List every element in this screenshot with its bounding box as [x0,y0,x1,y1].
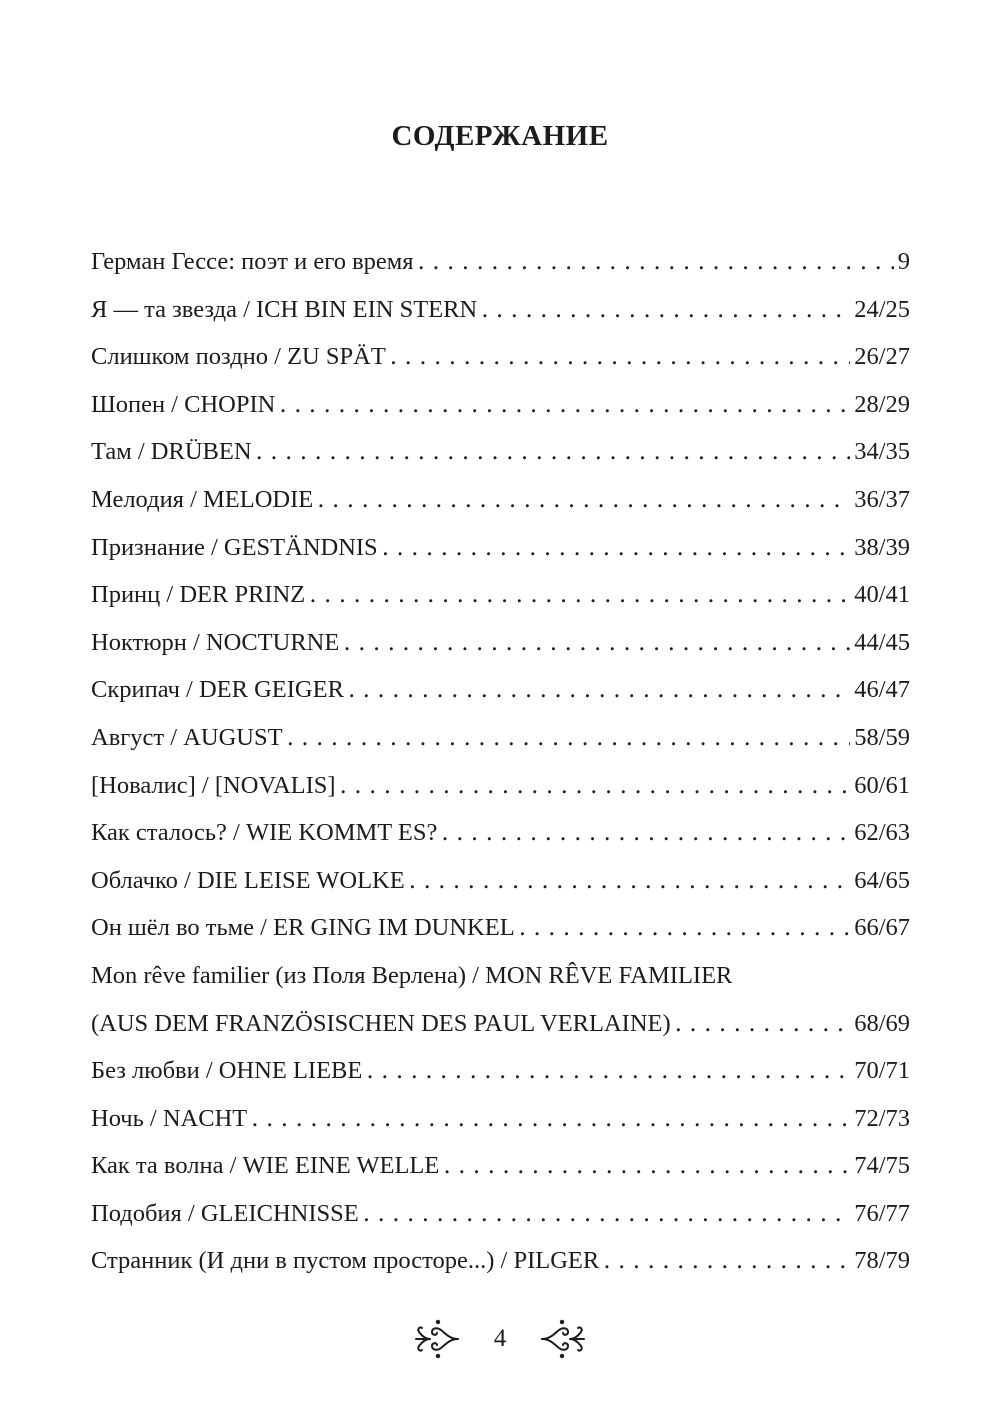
toc-entry-row [91,625,910,661]
toc-entry-row [91,1148,910,1184]
toc-entry-row [91,387,910,423]
toc-entry-title: Странник (И дни в пустом просторе...) / PILGER [91,1247,600,1275]
toc-entry [91,387,910,435]
page-title: СОДЕРЖАНИЕ [391,120,609,152]
toc-entry [91,1148,910,1196]
toc-entry-row [91,958,910,994]
toc-entry-title: Подобия / GLEICHNISSE [91,1199,359,1227]
toc-entry-page: 68/69 [854,1009,910,1037]
toc-entry-page: 34/35 [854,438,910,466]
toc-entry-row [91,244,910,280]
toc-entry-title: Признание / GESTÄNDNIS [91,533,378,561]
toc-entry-page: 38/39 [854,533,910,561]
toc-entry-row [91,1006,910,1042]
toc-dot-leader [390,339,850,375]
toc-entry-title: Ночь / NACHT [91,1104,248,1132]
toc-dot-leader [675,1006,851,1042]
toc-entry-title: Скрипач / DER GEIGER [91,676,344,704]
toc-entry-page: 26/27 [854,343,910,371]
flourish-right-icon [540,1318,586,1360]
toc-entry [91,530,910,578]
toc-dot-leader [443,1148,850,1184]
toc-entry-row [91,530,910,566]
toc-entry [91,1196,910,1244]
toc-entry [91,434,910,482]
toc-entry-row [91,768,910,804]
toc-entry [91,910,910,958]
toc-entry-row [91,672,910,708]
toc-entry [91,672,910,720]
toc-entry-page: 72/73 [854,1104,910,1132]
toc-entry-title: Как сталось? / WIE KOMMT ES? [91,819,438,847]
toc-entry [91,292,910,340]
toc-entry-title: Ноктюрн / NOCTURNE [91,628,340,656]
toc-dot-leader [603,1243,850,1279]
toc-entry-title: Принц / DER PRINZ [91,581,306,609]
toc-entry-title: [Новалис] / [NOVALIS] [91,771,336,799]
toc-entry-page: 58/59 [854,723,910,751]
toc-dot-leader [382,530,851,566]
toc-dot-leader [251,1101,850,1137]
toc-dot-leader [418,244,894,280]
toc-entry-title: Мелодия / MELODIE [91,485,314,513]
toc-entry-title: (AUS DEM FRANZÖSISCHEN DES PAUL VERLAINE) [91,1009,671,1037]
toc-entry-page: 24/25 [854,295,910,323]
toc-dot-leader [519,910,851,946]
toc-dot-leader [481,292,850,328]
toc-dot-leader [409,863,850,899]
toc-entry-page: 74/75 [854,1152,910,1180]
toc-entry-title: Август / AUGUST [91,723,283,751]
toc-entry-title: Как та волна / WIE EINE WELLE [91,1152,440,1180]
toc-entry-page: 36/37 [854,485,910,513]
toc-entry-title: Mon rêve familier (из Поля Верлена) / MON RÊVE FAMILIER [91,961,733,989]
toc-entry [91,720,910,768]
toc-entry-row [91,292,910,328]
toc-dot-leader [366,1053,850,1089]
flourish-left-icon [414,1318,460,1360]
toc-entry [91,768,910,816]
toc-entry-row [91,1196,910,1232]
toc-entry [91,625,910,673]
toc-dot-leader [287,720,851,756]
toc-entry-row [91,863,910,899]
toc-entry-title: Облачко / DIE LEISE WOLKE [91,866,405,894]
toc-entry-title: Герман Гессе: поэт и его время [91,248,414,275]
toc-entry-page: 28/29 [854,390,910,418]
toc-dot-leader [348,672,850,708]
toc-entry [91,1053,910,1101]
toc-entry-row [91,339,910,375]
page-number: 4 [493,1325,507,1352]
toc-entry-page: 60/61 [854,771,910,799]
toc-entry-title: Шопен / CHOPIN [91,390,276,418]
toc-dot-leader [279,387,850,423]
toc-entry-row [91,815,910,851]
toc-dot-leader [317,482,850,518]
toc-entry-row [91,1243,910,1279]
toc-dot-leader [256,434,851,470]
toc-entry-page: 78/79 [854,1247,910,1275]
toc-entry-title: Я — та звезда / ICH BIN EIN STERN [91,295,478,323]
toc-entry [91,482,910,530]
toc-dot-leader [363,1196,850,1232]
toc-entry-title: Там / DRÜBEN [91,438,252,466]
toc-entry-page: 40/41 [854,581,910,609]
toc-entry-page: 76/77 [854,1199,910,1227]
toc-entry-page: 62/63 [854,819,910,847]
toc-entry [91,815,910,863]
toc-entry-title: Он шёл во тьме / ER GING IM DUNKEL [91,914,515,942]
toc-entry-page: 44/45 [854,628,910,656]
toc-dot-leader [309,577,850,613]
toc-entry-page: 64/65 [854,866,910,894]
toc-entry [91,863,910,911]
toc-dot-leader [340,768,851,804]
toc-entry [91,339,910,387]
toc-entry-row [91,720,910,756]
toc-entry-page: 66/67 [854,914,910,942]
toc-entry-row [91,1101,910,1137]
toc-entry-row [91,910,910,946]
toc-entry [91,958,910,1006]
page-footer [0,1316,1000,1362]
toc-entry-row [91,482,910,518]
table-of-contents [91,244,910,1291]
toc-entry-row [91,1053,910,1089]
toc-entry-row [91,434,910,470]
toc-entry [91,1006,910,1054]
toc-entry-page: 9 [897,248,910,275]
toc-entry-page: 46/47 [854,676,910,704]
toc-entry [91,1101,910,1149]
toc-entry-page: 70/71 [854,1057,910,1085]
toc-dot-leader [343,625,850,661]
toc-entry [91,244,910,292]
toc-entry-row [91,577,910,613]
toc-entry-title: Без любви / OHNE LIEBE [91,1057,363,1085]
toc-entry [91,577,910,625]
toc-entry-title: Слишком поздно / ZU SPÄT [91,343,386,371]
toc-dot-leader [441,815,850,851]
toc-entry [91,1243,910,1291]
